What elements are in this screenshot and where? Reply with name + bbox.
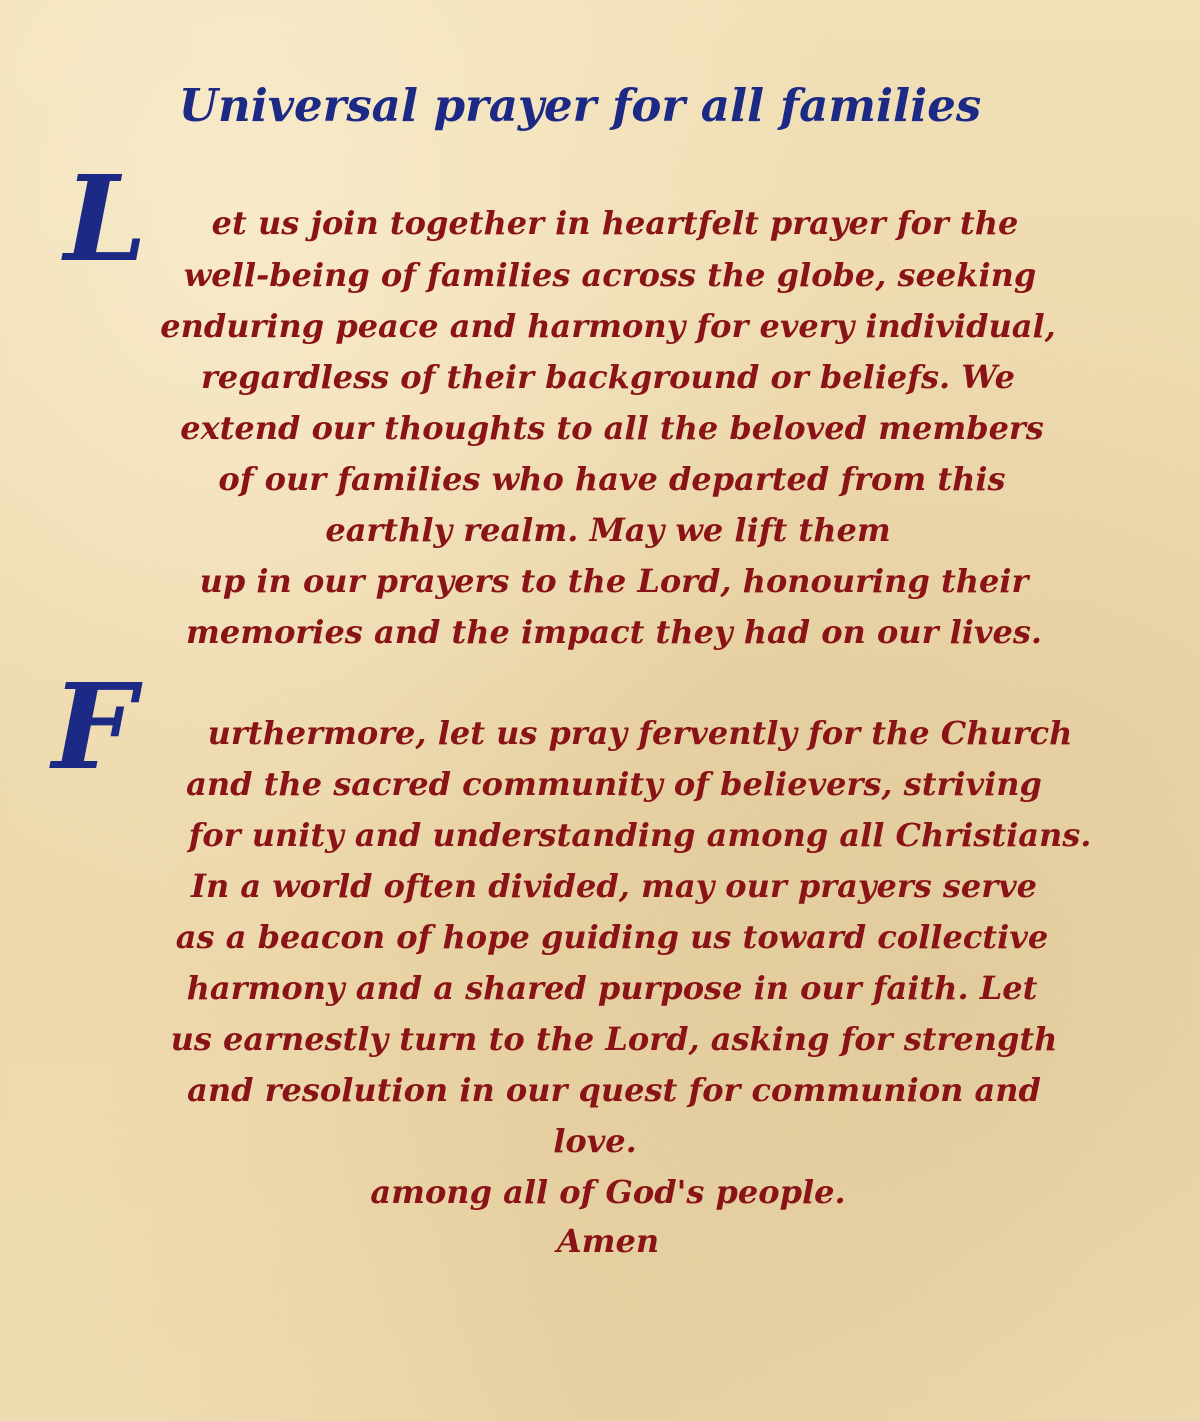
paragraph-2-line: harmony and a shared purpose in our faith. Let (186, 969, 1038, 1007)
paragraph-1-line: up in our prayers to the Lord, honouring their (199, 562, 1029, 600)
paragraph-1-line: well-being of families across the globe, seeking (183, 256, 1037, 294)
paragraph-1-line: enduring peace and harmony for every individual, (160, 307, 1056, 345)
paragraph-2-line: and resolution in our quest for communion and (187, 1071, 1041, 1109)
paragraph-1-line: memories and the impact they had on our lives. (186, 613, 1042, 651)
paragraph-1-line: of our families who have departed from this (218, 460, 1006, 498)
paragraph-1-line: earthly realm. May we lift them (325, 511, 891, 549)
paragraph-2-line: urthermore, let us pray fervently for the Church (207, 714, 1073, 752)
dropcap-letter-f: F (52, 657, 136, 796)
paragraph-2-line: for unity and understanding among all Christians. (188, 816, 1092, 854)
dropcap-letter-l: L (64, 149, 147, 288)
paragraph-2-line: as a beacon of hope guiding us toward collective (175, 918, 1049, 956)
paragraph-1-line: et us join together in heartfelt prayer for the (211, 204, 1019, 242)
paragraph-2-line: In a world often divided, may our prayers serve (190, 867, 1038, 905)
paragraph-2-line: and the sacred community of believers, striving (186, 765, 1042, 803)
paragraph-2-line: love. (553, 1122, 637, 1160)
page-title: Universal prayer for all families (178, 79, 982, 132)
paragraph-2-line: us earnestly turn to the Lord, asking for strength (170, 1020, 1058, 1058)
closing-amen: Amen (556, 1222, 660, 1260)
paragraph-2-line: among all of God's people. (370, 1173, 846, 1211)
paragraph-1-line: extend our thoughts to all the beloved members (180, 409, 1044, 447)
paragraph-1-line: regardless of their background or beliefs. We (201, 358, 1015, 396)
